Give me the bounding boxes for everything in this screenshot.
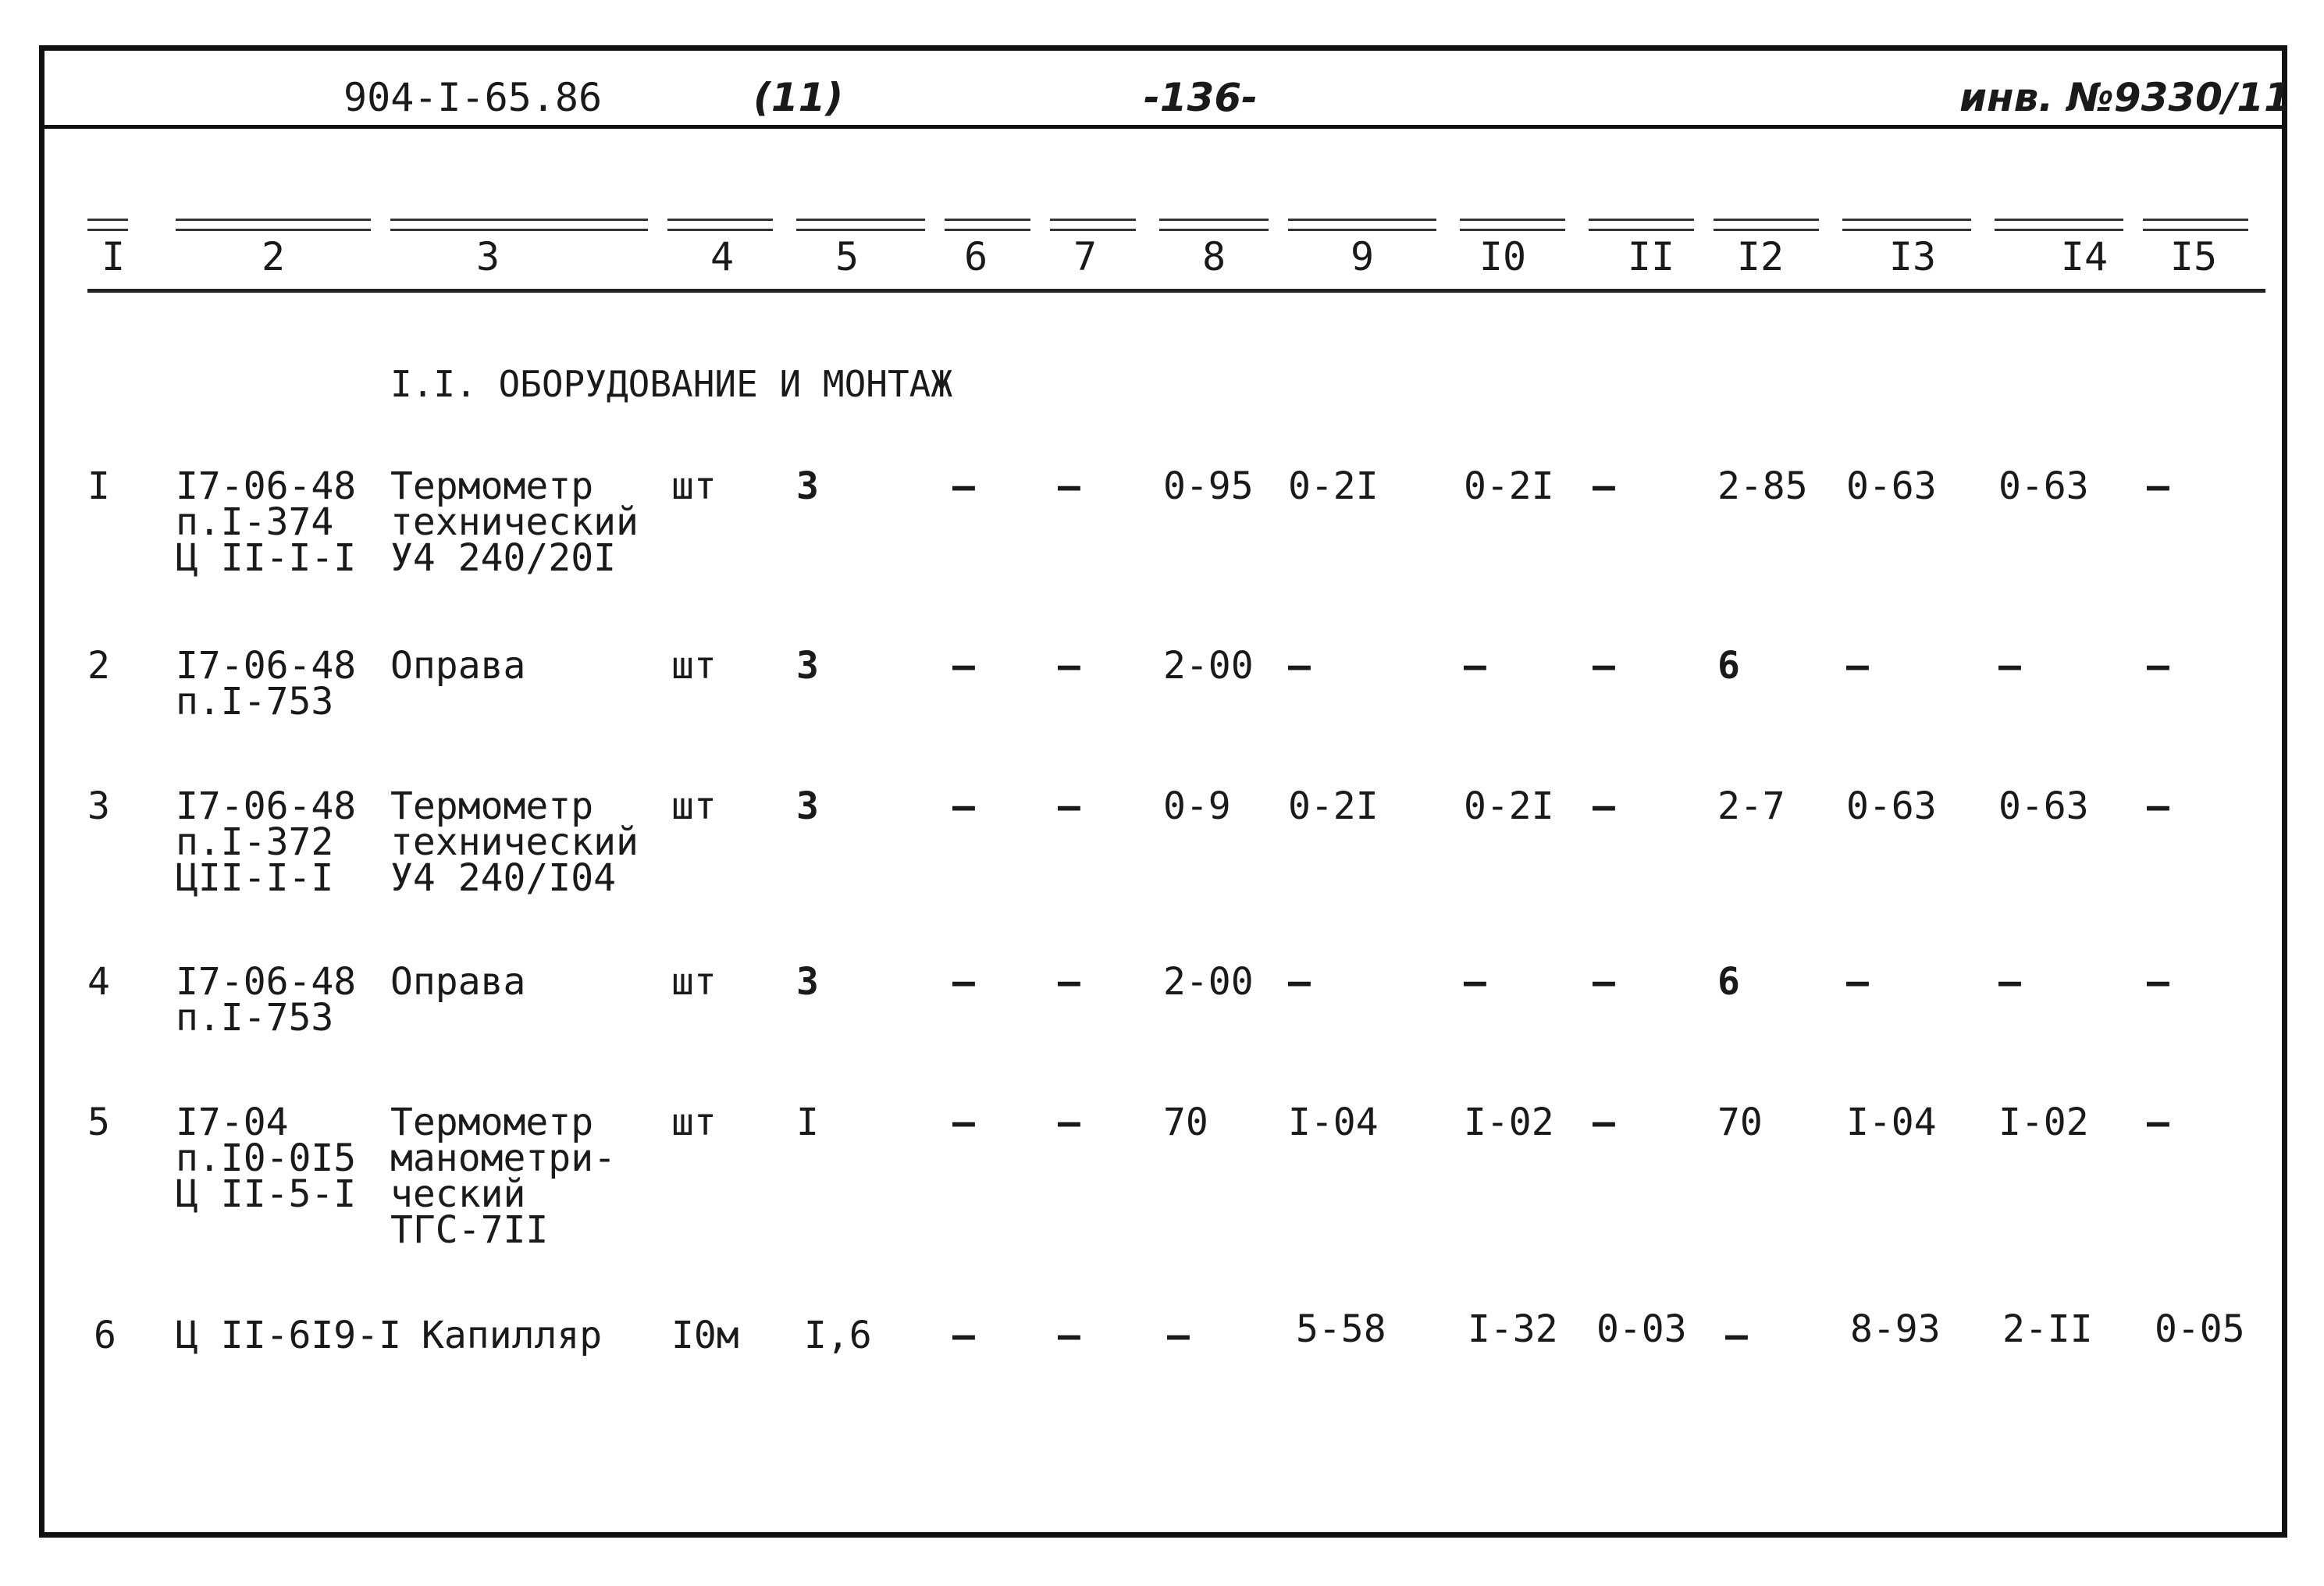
column-number: 9 [1350, 234, 1375, 279]
cell-col9: – [1288, 960, 1311, 1004]
cell-col15: – [2147, 464, 2169, 508]
cell-col10: 0-2I [1464, 464, 1554, 508]
cell-col7: – [1058, 1314, 1080, 1357]
cell-col6: – [952, 1314, 975, 1357]
column-rule [87, 219, 128, 231]
cell-col9: I-04 [1288, 1101, 1379, 1144]
row-number: 2 [87, 644, 110, 688]
column-number: I5 [2169, 234, 2218, 279]
quantity: 3 [796, 644, 819, 688]
column-number: I2 [1736, 234, 1785, 279]
cell-col10: I-02 [1464, 1101, 1554, 1144]
row-number: 6 [94, 1314, 116, 1357]
cell-col7: – [1058, 784, 1080, 828]
column-rule [796, 219, 925, 231]
column-number: 3 [475, 234, 500, 279]
cell-col14: – [1998, 644, 2021, 688]
cell-col12: 6 [1717, 644, 1740, 688]
column-number: 6 [963, 234, 988, 279]
cell-col14: 2-II [2002, 1307, 2093, 1351]
cell-col8: 2-00 [1163, 644, 1254, 688]
column-number: I [101, 234, 126, 279]
cell-col7: – [1058, 960, 1080, 1004]
cell-col15: – [2147, 960, 2169, 1004]
column-rule [1995, 219, 2123, 231]
cell-col11: – [1593, 644, 1615, 688]
cell-col13: 8-93 [1850, 1307, 1941, 1351]
column-number: 5 [835, 234, 859, 279]
column-rule [1460, 219, 1565, 231]
cell-col12: 2-7 [1717, 784, 1785, 828]
unit: I0м [671, 1314, 739, 1357]
cell-col11: 0-03 [1596, 1307, 1687, 1351]
column-number: I4 [2060, 234, 2109, 279]
quantity: 3 [796, 960, 819, 1004]
cell-col8: 70 [1163, 1101, 1208, 1144]
item-name: Оправа [390, 644, 526, 688]
norm-code: I7-06-48 п.I-753 [176, 644, 357, 724]
row-number: 3 [87, 784, 110, 828]
item-name: Термометр манометри- ческий ТГС-7II [390, 1101, 616, 1252]
cell-col10: 0-2I [1464, 784, 1554, 828]
norm-code: I7-06-48 п.I-372 ЦII-I-I [176, 784, 357, 900]
cell-col7: – [1058, 1101, 1080, 1144]
cell-col14: 0-63 [1998, 464, 2089, 508]
cell-col6: – [952, 960, 975, 1004]
sheet-mark: (11) [753, 75, 844, 120]
unit: шт [671, 784, 717, 828]
column-rule [1589, 219, 1694, 231]
column-rule [1288, 219, 1436, 231]
unit: шт [671, 644, 717, 688]
row-number: 5 [87, 1101, 110, 1144]
column-rule [667, 219, 773, 231]
item-name: Термометр технический У4 240/I04 [390, 784, 639, 900]
cell-col7: – [1058, 644, 1080, 688]
document-code: 904-I-65.86 [343, 75, 603, 120]
column-number: II [1627, 234, 1675, 279]
column-number: 7 [1073, 234, 1098, 279]
column-number: 8 [1201, 234, 1226, 279]
unit: шт [671, 464, 717, 508]
column-rule [390, 219, 648, 231]
cell-col15: – [2147, 1101, 2169, 1144]
column-rule [1050, 219, 1136, 231]
cell-col12: – [1725, 1314, 1748, 1357]
cell-col13: 0-63 [1846, 784, 1937, 828]
cell-col8: 2-00 [1163, 960, 1254, 1004]
inventory-number: инв. №9330/11 [1959, 75, 2291, 120]
column-number: I0 [1479, 234, 1527, 279]
column-number: I3 [1888, 234, 1937, 279]
cell-col9: 5-58 [1296, 1307, 1386, 1351]
norm-code: I7-06-48 п.I-374 Ц II-I-I [176, 464, 357, 580]
cell-col11: – [1593, 960, 1615, 1004]
cell-col7: – [1058, 464, 1080, 508]
cell-col12: 70 [1717, 1101, 1763, 1144]
cell-col10: – [1464, 644, 1486, 688]
cell-col9: 0-2I [1288, 464, 1379, 508]
cell-col13: 0-63 [1846, 464, 1937, 508]
cell-col8: 0-9 [1163, 784, 1231, 828]
quantity: 3 [796, 464, 819, 508]
column-rule [945, 219, 1030, 231]
cell-col13: I-04 [1846, 1101, 1937, 1144]
cell-col14: I-02 [1998, 1101, 2089, 1144]
column-numbers-row [0, 234, 2324, 281]
header-underline [87, 289, 2265, 297]
row-number: I [87, 464, 110, 508]
row-number: 4 [87, 960, 110, 1004]
item-name: Оправа [390, 960, 526, 1004]
cell-col14: 0-63 [1998, 784, 2089, 828]
cell-col12: 6 [1717, 960, 1740, 1004]
item-name: Термометр технический У4 240/20I [390, 464, 639, 580]
cell-col14: – [1998, 960, 2021, 1004]
cell-col11: – [1593, 464, 1615, 508]
cell-col8: – [1167, 1314, 1190, 1357]
cell-col9: – [1288, 644, 1311, 688]
cell-col13: – [1846, 644, 1869, 688]
item-name: Капилляр [422, 1314, 603, 1357]
cell-col10: I-32 [1468, 1307, 1558, 1351]
header-divider [39, 125, 2287, 129]
page-number: -136- [1144, 75, 1258, 120]
cell-col11: – [1593, 784, 1615, 828]
cell-col15: – [2147, 644, 2169, 688]
cell-col10: – [1464, 960, 1486, 1004]
unit: шт [671, 960, 717, 1004]
column-number: 2 [261, 234, 286, 279]
quantity: 3 [796, 784, 819, 828]
cell-col12: 2-85 [1717, 464, 1808, 508]
cell-col6: – [952, 1101, 975, 1144]
column-rule [1842, 219, 1971, 231]
cell-col6: – [952, 644, 975, 688]
norm-code: I7-04 п.I0-0I5 Ц II-5-I [176, 1101, 357, 1216]
cell-col13: – [1846, 960, 1869, 1004]
cell-col6: – [952, 464, 975, 508]
column-rule [1714, 219, 1819, 231]
quantity: I [796, 1101, 819, 1144]
cell-col11: – [1593, 1101, 1615, 1144]
cell-col8: 0-95 [1163, 464, 1254, 508]
column-rule [2143, 219, 2248, 231]
section-title: I.I. ОБОРУДОВАНИЕ И МОНТАЖ [390, 363, 953, 405]
column-number: 4 [710, 234, 735, 279]
unit: шт [671, 1101, 717, 1144]
cell-col9: 0-2I [1288, 784, 1379, 828]
norm-code: I7-06-48 п.I-753 [176, 960, 357, 1040]
quantity: I,6 [804, 1314, 872, 1357]
column-rule [1159, 219, 1269, 231]
cell-col15: 0-05 [2155, 1307, 2245, 1351]
norm-code: Ц II-6I9-I [176, 1314, 401, 1357]
cell-col6: – [952, 784, 975, 828]
column-rule [176, 219, 371, 231]
cell-col15: – [2147, 784, 2169, 828]
